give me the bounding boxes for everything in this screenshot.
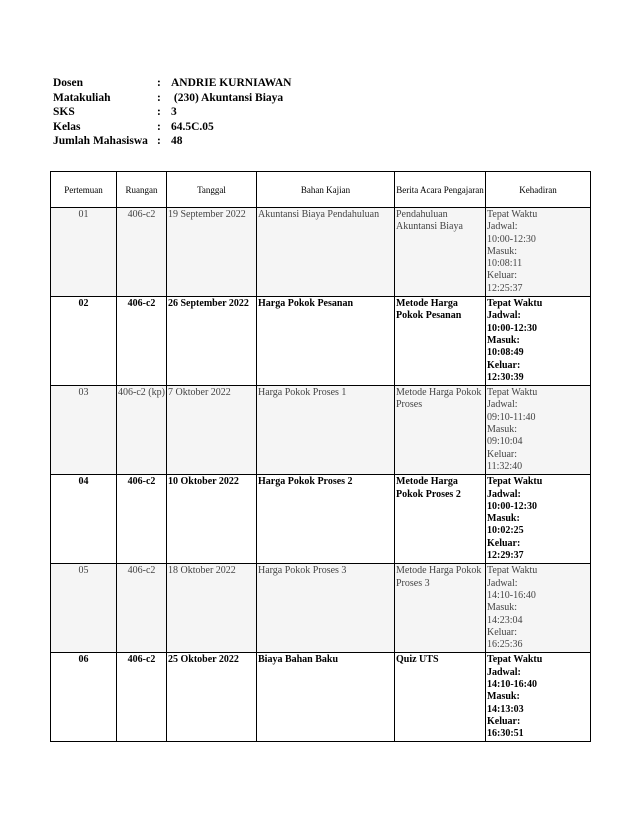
table-row [51, 653, 591, 742]
cell-bahan-kajian: Harga Pokok Proses 2 [257, 475, 395, 564]
cell-berita-acara: Metode Harga Pokok Proses [395, 386, 486, 475]
kehadiran-line: 12:25:37 [487, 282, 523, 294]
kehadiran-line: Masuk: [487, 691, 520, 703]
kehadiran-line: 16:25:36 [487, 639, 523, 651]
sks-label: SKS [53, 106, 75, 118]
kehadiran-line: 09:10-11:40 [487, 411, 536, 423]
table-row [51, 386, 591, 475]
kehadiran-line: Jadwal: [487, 577, 518, 589]
kehadiran-line: 14:10-16:40 [487, 678, 537, 690]
cell-kehadiran [486, 386, 591, 475]
table-row [51, 564, 591, 653]
cell-pertemuan: 05 [51, 564, 117, 653]
cell-berita-acara: Quiz UTS [395, 653, 486, 742]
cell-bahan-kajian: Biaya Bahan Baku [257, 653, 395, 742]
cell-ruangan: 406-c2 [117, 297, 167, 386]
cell-pertemuan: 03 [51, 386, 117, 475]
kehadiran-line: Masuk: [487, 334, 520, 346]
kehadiran-line: 14:23:04 [487, 614, 523, 626]
kelas-colon: : [157, 120, 161, 133]
kehadiran-line: Keluar: [487, 715, 521, 727]
kehadiran-line: Jadwal: [487, 666, 521, 678]
cell-kehadiran [486, 208, 591, 297]
cell-bahan-kajian: Harga Pokok Proses 1 [257, 386, 395, 475]
kehadiran-line: 11:32:40 [487, 460, 523, 472]
kehadiran-line: Masuk: [487, 602, 517, 614]
header-tanggal: Tanggal [167, 172, 257, 208]
table-row [51, 297, 591, 386]
cell-kehadiran [486, 564, 591, 653]
table-row [51, 208, 591, 297]
cell-bahan-kajian: Harga Pokok Pesanan [257, 297, 395, 386]
kehadiran-line: Keluar: [487, 359, 521, 371]
header-pertemuan: Pertemuan [51, 172, 117, 208]
cell-pertemuan: 04 [51, 475, 117, 564]
cell-tanggal: 25 Oktober 2022 [167, 653, 257, 742]
course-info [53, 76, 291, 149]
sks-value: 3 [171, 106, 177, 118]
table-header-row [51, 172, 591, 208]
kehadiran-line: 09:10:04 [487, 436, 523, 448]
cell-tanggal: 10 Oktober 2022 [167, 475, 257, 564]
jumlah-colon: : [157, 135, 161, 147]
kehadiran-line: 14:10-16:40 [487, 589, 536, 601]
kehadiran-line: Keluar: [487, 270, 517, 282]
cell-kehadiran [486, 653, 591, 742]
kehadiran-line: 16:30:51 [487, 728, 524, 740]
kehadiran-line: Masuk: [487, 424, 517, 436]
kehadiran-line: Tepat Waktu [487, 565, 538, 577]
info-row-kelas [53, 120, 291, 135]
kehadiran-line: Keluar: [487, 537, 521, 549]
jumlah-label: Jumlah Mahasiswa [53, 135, 148, 147]
cell-berita-acara: Metode Harga Pokok Proses 2 [395, 475, 486, 564]
kelas-value: 64.5C.05 [171, 120, 214, 133]
kehadiran-line: Tepat Waktu [487, 209, 538, 220]
kehadiran-line: Tepat Waktu [487, 387, 538, 399]
cell-pertemuan: 06 [51, 653, 117, 742]
matakuliah-value: (230) Akuntansi Biaya [171, 91, 284, 104]
sks-colon: : [157, 106, 161, 118]
dosen-value: ANDRIE KURNIAWAN [171, 77, 292, 89]
kehadiran-line: Masuk: [487, 513, 520, 525]
cell-pertemuan: 02 [51, 297, 117, 386]
jumlah-value: 48 [171, 135, 183, 147]
kehadiran-line: 12:29:37 [487, 550, 524, 562]
cell-ruangan: 406-c2 [117, 208, 167, 297]
info-row-dosen [53, 76, 291, 91]
kehadiran-line: Jadwal: [487, 310, 521, 322]
cell-tanggal: 26 September 2022 [167, 297, 257, 386]
info-row-matakuliah [53, 91, 291, 106]
cell-tanggal: 18 Oktober 2022 [167, 564, 257, 653]
dosen-colon: : [157, 77, 161, 89]
cell-ruangan: 406-c2 [117, 564, 167, 653]
kehadiran-line: Jadwal: [487, 488, 521, 500]
matakuliah-label: Matakuliah [53, 91, 111, 104]
attendance-table [50, 171, 591, 742]
kehadiran-line: Masuk: [487, 245, 517, 257]
kehadiran-line: Jadwal: [487, 221, 518, 233]
kehadiran-line: Tepat Waktu [487, 476, 543, 488]
kehadiran-line: Tepat Waktu [487, 654, 543, 666]
kehadiran-line: 10:08:11 [487, 258, 523, 270]
cell-ruangan: 406-c2 [117, 653, 167, 742]
kehadiran-line: Tepat Waktu [487, 298, 543, 310]
header-kehadiran: Kehadiran [486, 172, 591, 208]
header-berita-acara: Berita Acara Pengajaran [395, 172, 486, 208]
info-row-sks [53, 105, 291, 120]
cell-pertemuan: 01 [51, 208, 117, 297]
cell-ruangan: 406-c2 (kp) [117, 386, 167, 475]
kehadiran-line: 10:08:49 [487, 347, 524, 359]
kehadiran-line: 12:30:39 [487, 371, 524, 383]
cell-tanggal: 19 September 2022 [167, 208, 257, 297]
cell-tanggal: 7 Oktober 2022 [167, 386, 257, 475]
kehadiran-line: 10:00-12:30 [487, 322, 537, 334]
cell-berita-acara: Metode Harga Pokok Pesanan [395, 297, 486, 386]
kehadiran-line: Jadwal: [487, 399, 518, 411]
cell-berita-acara: Pendahuluan Akuntansi Biaya [395, 208, 486, 297]
header-bahan-kajian: Bahan Kajian [257, 172, 395, 208]
info-row-jumlah [53, 134, 291, 149]
matakuliah-colon: : [157, 91, 161, 104]
kehadiran-line: 10:02:25 [487, 525, 524, 537]
kehadiran-line: 10:00-12:30 [487, 233, 536, 245]
cell-kehadiran [486, 297, 591, 386]
header-ruangan: Ruangan [117, 172, 167, 208]
cell-kehadiran [486, 475, 591, 564]
table-body [51, 208, 591, 742]
kehadiran-line: Keluar: [487, 626, 517, 638]
kehadiran-line: Keluar: [487, 448, 517, 460]
dosen-label: Dosen [53, 77, 84, 89]
kelas-label: Kelas [53, 120, 81, 133]
cell-berita-acara: Metode Harga Pokok Proses 3 [395, 564, 486, 653]
cell-bahan-kajian: Harga Pokok Proses 3 [257, 564, 395, 653]
cell-ruangan: 406-c2 [117, 475, 167, 564]
cell-bahan-kajian: Akuntansi Biaya Pendahuluan [257, 208, 395, 297]
kehadiran-line: 10:00-12:30 [487, 500, 537, 512]
table-row [51, 475, 591, 564]
kehadiran-line: 14:13:03 [487, 703, 524, 715]
